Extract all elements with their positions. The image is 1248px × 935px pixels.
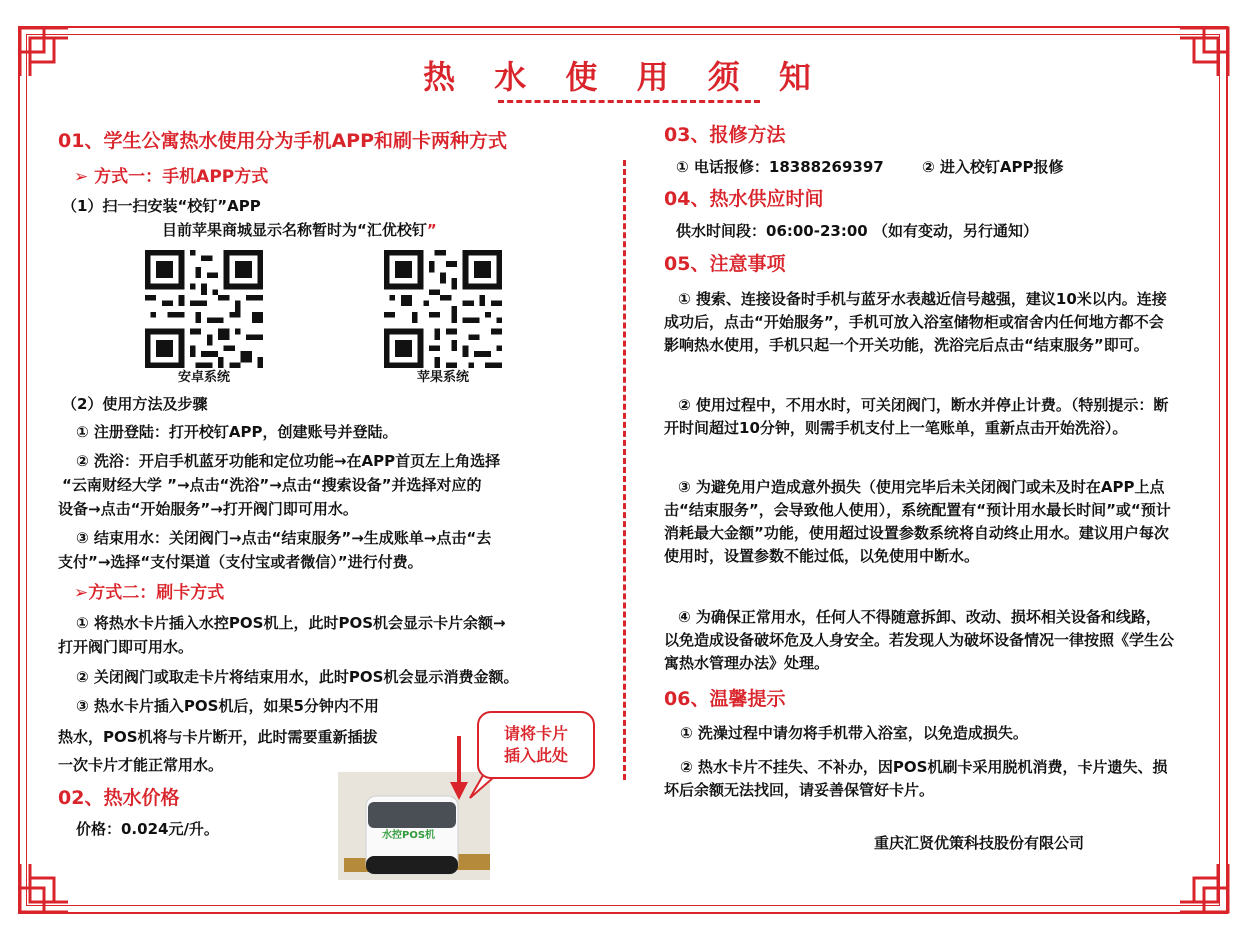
step2-1-text: ① 注册登陆：打开校钉APP，创建账号并登陆。: [76, 423, 398, 441]
repair-phone: ① 电话报修：18388269397: [676, 158, 884, 176]
title-underline: [498, 100, 760, 103]
column-divider: [623, 160, 626, 780]
section-01-heading: 01、学生公寓热水使用分为手机APP和刷卡两种方式: [58, 130, 507, 152]
price-text: 价格：0.024元/升。: [76, 820, 219, 838]
step2-2-line3: 设备→点击“开始服务”→打开阀门即可用水。: [58, 500, 358, 518]
note-4: ④ 为确保正常用水，任何人不得随意拆卸、改动、损坏相关设备和线路，以免造成设备破坏危及人身安全。若发现人为破坏设备情况一律按照《学生公寓热水管理办法》处理。: [664, 608, 1175, 672]
method2-heading: ➢方式二：刷卡方式: [74, 583, 225, 603]
card-step3-line1: ③ 热水卡片插入POS机后，如果5分钟内不用: [76, 697, 379, 715]
tip-1: ① 洗澡过程中请勿将手机带入浴室，以免造成损失。: [680, 724, 1028, 742]
supply-time: 供水时间段：06:00-23:00 （如有变动，另行通知）: [676, 222, 1038, 240]
section-04-heading: 04、热水供应时间: [664, 188, 824, 210]
tip-2: ② 热水卡片不挂失、不补办，因POS机刷卡采用脱机消费，卡片遗失、损坏后余额无法找回，请妥善保管好卡片。: [664, 758, 1168, 799]
card-step3-line3: 一次卡片才能正常用水。: [58, 756, 224, 774]
qr-code-android: [145, 250, 263, 368]
step1-text: （1）扫一扫安装“校钉”APP: [62, 197, 261, 215]
store-note: 目前苹果商城显示名称暂时为“汇优校钉”: [162, 221, 437, 239]
step2-2-line1: ② 洗浴：开启手机蓝牙功能和定位功能→在APP首页左上角选择: [76, 452, 501, 470]
page-title: 热 水 使 用 须 知: [423, 58, 825, 96]
corner-ornament-bottom-right: [1176, 860, 1232, 916]
step2-heading: （2）使用方法及步骤: [62, 395, 208, 413]
section-06-heading: 06、温馨提示: [664, 688, 786, 710]
qr-android-label: 安卓系统: [177, 370, 230, 385]
section-05-heading: 05、注意事项: [664, 253, 786, 275]
arrow-down-icon: [448, 736, 470, 802]
card-step3-line2: 热水，POS机将与卡片断开，此时需要重新插拔: [58, 728, 378, 746]
corner-ornament-bottom-left: [16, 860, 72, 916]
note-3: ③ 为避免用户造成意外损失（使用完毕后未关闭阀门或未及时在APP上点击“结束服务”，会导致他人使用），系统配置有“预计用水最长时间”或“预计消耗最大金额”功能，使用超过设置参数系统将自动终止用水。建议用户每次使用时，设置参数不能过低，以免使用中断水。: [664, 478, 1171, 565]
card-step2-text: ② 关闭阀门或取走卡片将结束用水，此时POS机会显示消费金额。: [76, 668, 519, 686]
card-step1-line1: ① 将热水卡片插入水控POS机上，此时POS机会显示卡片余额→: [76, 614, 506, 632]
note-2: ② 使用过程中，不用水时，可关闭阀门，断水并停止计费。（特别提示：断开时间超过10分钟，则需手机支付上一笔账单，重新点击开始洗浴）。: [664, 396, 1169, 437]
qr-apple-label: 苹果系统: [416, 370, 469, 385]
callout-insert-card: 请将卡片 插入此处: [477, 711, 595, 779]
card-step1-line2: 打开阀门即可用水。: [58, 638, 194, 656]
step2-3-line1: ③ 结束用水：关闭阀门→点击“结束服务”→生成账单→点击“去: [76, 529, 492, 547]
company-name: 重庆汇贤优策科技股份有限公司: [874, 834, 1085, 852]
step2-3-line2: 支付”→选择“支付渠道（支付宝或者微信）”进行付费。: [58, 553, 423, 571]
note-1: ① 搜索、连接设备时手机与蓝牙水表越近信号越强，建议10米以内。连接成功后，点击“开始服务”，手机可放入浴室储物柜或宿舍内任何地方都不会影响热水使用，手机只起一个开关功能，洗浴完后点击“结束服务”即可。: [664, 290, 1167, 354]
step2-2-line2: “云南财经大学 ”→点击“洗浴”→点击“搜索设备”并选择对应的: [62, 476, 482, 494]
section-03-heading: 03、报修方法: [664, 124, 786, 146]
repair-app: ② 进入校钉APP报修: [922, 158, 1064, 176]
section-02-heading: 02、热水价格: [58, 787, 180, 809]
device-label: 水控POS机: [382, 830, 436, 841]
method1-heading: ➢ 方式一：手机APP方式: [74, 167, 269, 187]
qr-code-apple: [384, 250, 502, 368]
